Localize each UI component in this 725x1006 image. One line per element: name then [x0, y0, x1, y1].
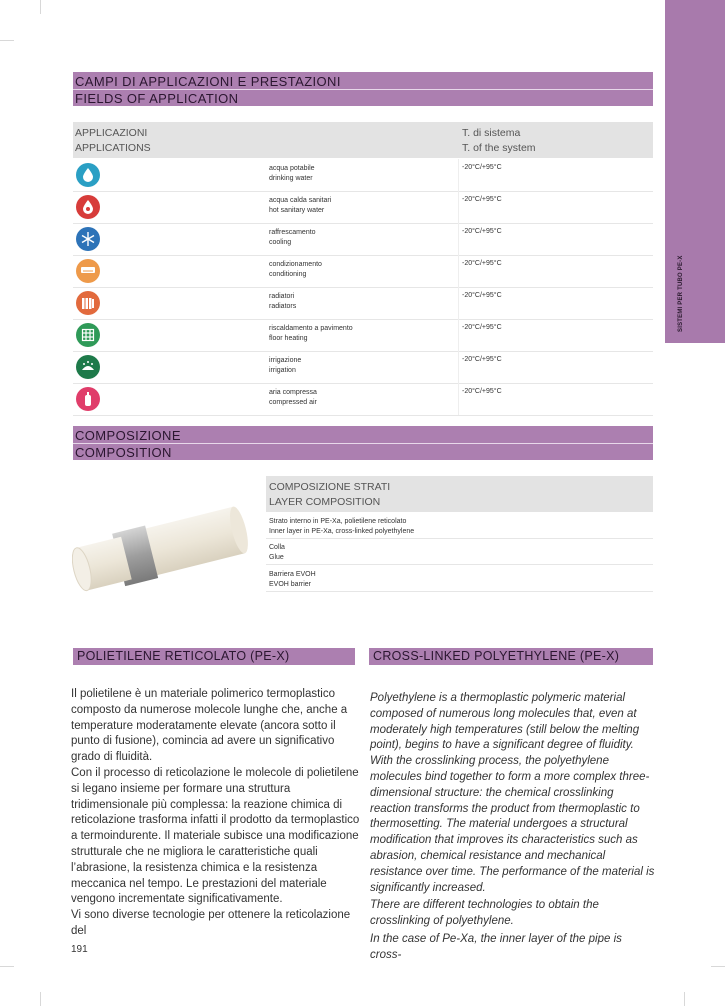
layer-row: [266, 514, 653, 539]
application-it: aria compressa: [269, 389, 317, 396]
section-header-applications: [73, 72, 653, 106]
table-row: [73, 255, 653, 288]
layer-it: Colla: [269, 544, 285, 551]
paragraph: There are different technologies to obtain the crosslinking of polyethylene.: [370, 899, 599, 928]
application-en: cooling: [269, 239, 292, 246]
table-row: [73, 287, 653, 320]
col-applications-it: APPLICAZIONI: [75, 127, 148, 139]
layer-table-header: [266, 476, 653, 512]
table-row: [73, 351, 653, 384]
application-en: floor heating: [269, 335, 308, 342]
floor-heating-icon: [76, 323, 100, 347]
application-en: hot sanitary water: [269, 207, 325, 214]
section-title-it: COMPOSIZIONE: [75, 428, 181, 443]
application-it: acqua calda sanitari: [269, 197, 332, 204]
col-applications-en: APPLICATIONS: [75, 142, 151, 154]
table-row: [73, 159, 653, 192]
table-row: [73, 383, 653, 416]
temperature-range: -20°C/+95°C: [462, 260, 502, 267]
section-title-en: FIELDS OF APPLICATION: [75, 91, 239, 106]
temperature-range: -20°C/+95°C: [462, 356, 502, 363]
layer-it: Barriera EVOH: [269, 571, 316, 578]
hot-drop-icon: [76, 195, 100, 219]
air-cylinder-icon: [76, 387, 100, 411]
temperature-range: -20°C/+95°C: [462, 164, 502, 171]
temperature-range: -20°C/+95°C: [462, 228, 502, 235]
application-en: conditioning: [269, 271, 307, 278]
snowflake-icon: [76, 227, 100, 251]
layer-row: [266, 540, 653, 565]
application-it: radiatori: [269, 293, 295, 300]
temperature-range: -20°C/+95°C: [462, 388, 502, 395]
table-row: [73, 223, 653, 256]
application-it: acqua potabile: [269, 165, 315, 172]
heading-english-text: CROSS-LINKED POLYETHYLENE (PE-X): [373, 649, 620, 663]
paragraph: Con il processo di reticolazione le molecole di polietilene si legano insieme per formare una struttura tridimensionale più complessa: la reazione chimica di reticolazione trasforma infatti il prodotto da termoplastico a termoindurente. Il materiale subisce una modificazione strutturale che ne migliora le caratteristiche quali l’abrasione, la resistenza chimica e la resistenza meccanica nel tempo. Le prestazioni del materiale vengono incrementate significativamente.: [71, 766, 360, 906]
paragraph: Il polietilene è un materiale polimerico termoplastico composto da numerose molecole lunghe che, anche a temperature moderatamente elevate (ancora sotto il punto di fusione), comincia ad avere un significativo grado di fluidità.: [71, 688, 348, 764]
layer-row: [266, 566, 653, 592]
table-row: [73, 319, 653, 352]
layer-en: Glue: [269, 554, 284, 561]
heading-italian: [73, 648, 355, 665]
radiator-icon: [76, 291, 100, 315]
body-text-italian: [71, 687, 361, 940]
layer-en: EVOH barrier: [269, 581, 312, 588]
application-en: drinking water: [269, 175, 313, 182]
crop-mark: [684, 992, 685, 1006]
paragraph: Vi sono diverse tecnologie per ottenere la reticolazione del: [71, 909, 351, 937]
temperature-range: -20°C/+95°C: [462, 292, 502, 299]
section-header-composition: [73, 426, 653, 460]
application-it: riscaldamento a pavimento: [269, 325, 353, 332]
paragraph: In the case of Pe-Xa, the inner layer of the pipe is cross-: [370, 932, 622, 961]
layer-header-en: LAYER COMPOSITION: [269, 496, 381, 508]
layer-header-it: COMPOSIZIONE STRATI: [269, 481, 391, 493]
temperature-range: -20°C/+95°C: [462, 324, 502, 331]
section-title-it: CAMPI DI APPLICAZIONI E PRESTAZIONI: [75, 74, 341, 89]
body-text-english: [370, 691, 655, 964]
crop-mark: [40, 0, 41, 14]
page-number: 191: [71, 944, 88, 955]
col-temperature-en: T. of the system: [462, 142, 536, 154]
application-en: radiators: [269, 303, 297, 310]
pipe-cross-section-image: [72, 505, 257, 610]
crop-mark: [0, 40, 14, 41]
paragraph: Polyethylene is a thermoplastic polymeric material composed of numerous long molecules that, even at moderately high temperatures (still below the melting point), begins to have a significant degree of fluidity.: [370, 692, 640, 752]
col-temperature-it: T. di sistema: [462, 127, 521, 139]
crop-mark: [40, 992, 41, 1006]
layer-it: Strato interno in PE-Xa, polietilene reticolato: [269, 518, 407, 525]
application-it: irrigazione: [269, 357, 302, 364]
layer-en: Inner layer in PE-Xa, cross-linked polyethylene: [269, 528, 415, 535]
crop-mark: [711, 966, 725, 967]
application-en: irrigation: [269, 367, 296, 374]
heading-english: [369, 648, 653, 665]
crop-mark: [0, 966, 14, 967]
application-it: raffrescamento: [269, 229, 316, 236]
drop-icon: [76, 163, 100, 187]
section-title-en: COMPOSITION: [75, 445, 172, 460]
application-it: condizionamento: [269, 261, 322, 268]
heading-italian-text: POLIETILENE RETICOLATO (PE-X): [77, 649, 290, 663]
air-conditioner-icon: [76, 259, 100, 283]
side-tab-label: SISTEMI PER TUBO PE-X: [678, 255, 684, 332]
paragraph: With the crosslinking process, the polyethylene molecules bind together to form a more complex three-dimensional structure: the chemical crosslinking reaction transforms the product from thermoplastic to thermosetting. The material undergoes a structural modification that improves its characteristics such as abrasion, chemical resistance and mechanical resistance over time. The performance of the material is significantly increased.: [370, 755, 655, 894]
side-tab: [665, 0, 725, 343]
application-en: compressed air: [269, 399, 317, 406]
temperature-range: -20°C/+95°C: [462, 196, 502, 203]
irrigation-icon: [76, 355, 100, 379]
applications-table-header: [73, 122, 653, 158]
table-row: [73, 191, 653, 224]
